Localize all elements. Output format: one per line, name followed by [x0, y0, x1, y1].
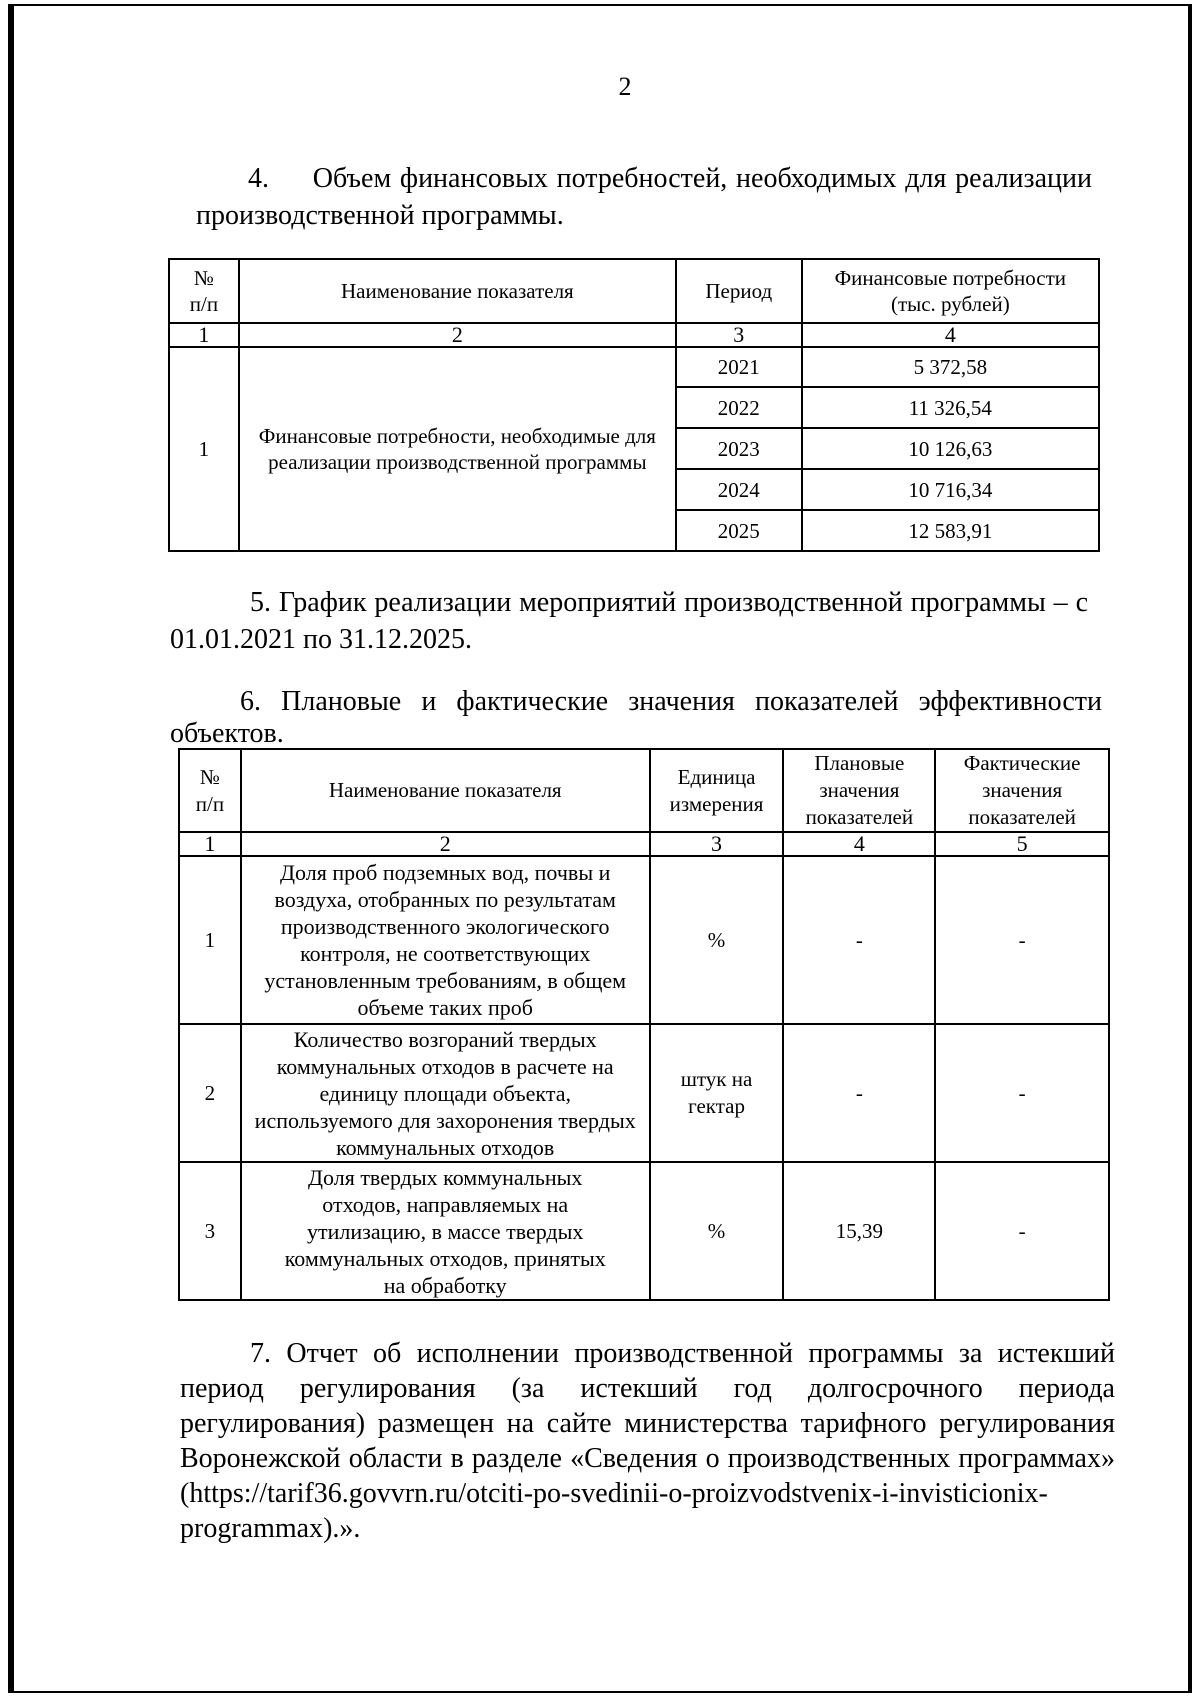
table1-period: 2023: [676, 428, 802, 469]
table2-colnum: 5: [935, 832, 1109, 856]
table1-period: 2022: [676, 387, 802, 428]
table2-header-plan: Плановые значения показателей: [783, 749, 935, 832]
table2-header-name: Наименование показателя: [241, 749, 650, 832]
table1-value: 12 583,91: [802, 510, 1099, 551]
section6-line1: 6. Плановые и фактические значения показателей эффективности: [240, 686, 1102, 717]
table2-colnum: 4: [783, 832, 935, 856]
table1-row-name: Финансовые потребности, необходимые для реализации производственной программы: [239, 347, 676, 551]
page-number: 2: [618, 72, 632, 101]
section4-text-line1: Объем финансовых потребностей, необходимых для реализации: [312, 163, 1092, 194]
section7-line1: 7. Отчет об исполнении производственной программы за истекший: [250, 1338, 1115, 1369]
section7-paragraph: [180, 1336, 1115, 1546]
table2-header-fact: Фактические значения показателей: [935, 749, 1109, 832]
table1-value: 5 372,58: [802, 347, 1099, 387]
table2-row-plan: -: [783, 1024, 935, 1162]
table1-colnum: 3: [676, 323, 802, 347]
table-row: [169, 347, 1099, 387]
table2-row-plan: -: [783, 856, 935, 1024]
table1-row-num: 1: [169, 347, 239, 551]
section4-line1: [196, 160, 1092, 197]
table1-value: 10 126,63: [802, 428, 1099, 469]
section6-paragraph: [170, 684, 1102, 748]
table2-row-fact: -: [935, 856, 1109, 1024]
efficiency-indicators-table: [178, 748, 1110, 1301]
financial-needs-table: [168, 258, 1100, 552]
table1-header-period: Период: [676, 259, 802, 323]
section4-paragraph: [196, 160, 1092, 234]
section7-line4: Воронежской области в разделе «Сведения о производственных программах»: [180, 1443, 1115, 1474]
table1-header-num: № п/п: [169, 259, 239, 323]
table1-header-name: Наименование показателя: [239, 259, 676, 323]
table2-row-num: 2: [179, 1024, 241, 1162]
section4-line2: производственной программы.: [196, 200, 564, 231]
table1-value: 11 326,54: [802, 387, 1099, 428]
section5-line1: 5. График реализации мероприятий производственной программы – с: [250, 587, 1088, 618]
table-row: [179, 1024, 1109, 1162]
section6-line2: объектов.: [170, 718, 284, 749]
table2-row-plan: 15,39: [783, 1162, 935, 1300]
section5-paragraph: [170, 584, 1088, 658]
table2-header-unit: Единица измерения: [650, 749, 784, 832]
table2-row-name: Доля проб подземных вод, почвы и воздуха, отобранных по результатам производственного экологического контроля, не соответствующих установленным требованиям, в общем объеме таких проб: [241, 856, 650, 1024]
table1-colnum: 2: [239, 323, 676, 347]
table2-row-num: 1: [179, 856, 241, 1024]
table-row: [179, 856, 1109, 1024]
table2-row-name: Количество возгораний твердых коммунальных отходов в расчете на единицу площади объекта, используемого для захоронения твердых коммунальных отходов: [241, 1024, 650, 1162]
section7-line6: programmax).».: [180, 1513, 361, 1544]
table1-period: 2021: [676, 347, 802, 387]
table2-row-unit: %: [650, 856, 784, 1024]
table2-row-fact: -: [935, 1162, 1109, 1300]
table2-row-unit: штук на гектар: [650, 1024, 784, 1162]
table1-period: 2025: [676, 510, 802, 551]
table2-colnum: 3: [650, 832, 784, 856]
table1-colnum: 4: [802, 323, 1099, 347]
table1-period: 2024: [676, 469, 802, 510]
section4-number: 4.: [248, 163, 269, 194]
section5-line2: 01.01.2021 по 31.12.2025.: [170, 624, 472, 655]
table2-row-fact: -: [935, 1024, 1109, 1162]
section7-line3: регулирования) размещен на сайте министерства тарифного регулирования: [180, 1408, 1115, 1439]
table1-header-finance: Финансовые потребности (тыс. рублей): [802, 259, 1099, 323]
section7-line5: (https://tarif36.govvrn.ru/otciti-po-svedinii-o-proizvodstvenix-i-invisticionix-: [180, 1478, 1048, 1509]
table2-header-row: [179, 749, 1109, 832]
table-row: [179, 1162, 1109, 1300]
table1-value: 10 716,34: [802, 469, 1099, 510]
table2-header-num: № п/п: [179, 749, 241, 832]
table2-colnum-row: [179, 832, 1109, 856]
table2-colnum: 2: [241, 832, 650, 856]
table1-colnum-row: [169, 323, 1099, 347]
table2-row-unit: %: [650, 1162, 784, 1300]
table2-row-name: Доля твердых коммунальных отходов, направляемых на утилизацию, в массе твердых коммунальных отходов, принятых на обработку: [241, 1162, 650, 1300]
section7-line2: период регулирования (за истекший год долгосрочного периода: [180, 1373, 1115, 1404]
table2-colnum: 1: [179, 832, 241, 856]
table2-row-num: 3: [179, 1162, 241, 1300]
table1-colnum: 1: [169, 323, 239, 347]
table1-header-row: [169, 259, 1099, 323]
